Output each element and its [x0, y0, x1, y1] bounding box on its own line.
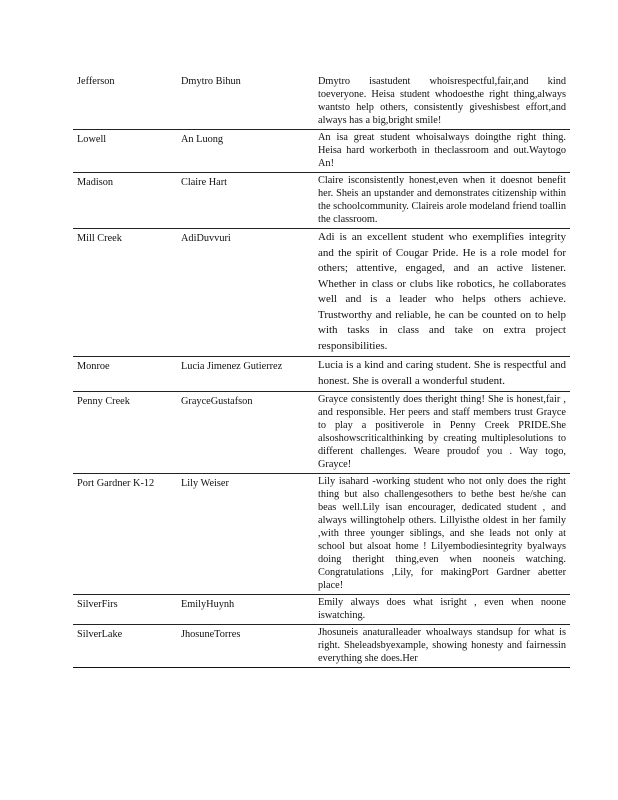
comment-cell: Lily isahard -working student who not only does the right thing but also challengesothers to bethe best he/she can beas well.Lily isan encourager, dedicated student , and always willingtohelp others. Lillyisthe oldest in her family ,with three younger siblings, and she leads not only at school but alsoat home ! Lilyembodiesintegrity byalways doing theright thing,even when nooneis watching. Congratulations ,Lily, for makingPort Gardner abetter place! — [314, 474, 570, 595]
school-cell: SilverLake — [73, 625, 177, 668]
student-cell: GrayceGustafson — [177, 392, 314, 474]
school-cell: Port Gardner K-12 — [73, 474, 177, 595]
student-cell: Lily Weiser — [177, 474, 314, 595]
school-cell: Penny Creek — [73, 392, 177, 474]
student-cell: Claire Hart — [177, 173, 314, 229]
student-cell: Lucia Jimenez Gutierrez — [177, 357, 314, 392]
comment-cell: Grayce consistently does theright thing! She is honest,fair , and responsible. Her peers and staff members trust Grayce to play a positiverole in Penny Creek PRIDE.She alsoshowscriticalthinking by creating multiplesolutions to different challenges. Weare proudof you . Way togo, Grayce! — [314, 392, 570, 474]
school-cell: Monroe — [73, 357, 177, 392]
student-cell: EmilyHuynh — [177, 595, 314, 625]
comment-cell: Dmytro isastudent whoisrespectful,fair,and kind toeveryone. Heisa student whodoesthe right thing,always wantsto help others, consistently giveshisbest effort,and always has a big,bright smile! — [314, 72, 570, 130]
student-cell: Dmytro Bihun — [177, 72, 314, 130]
comment-cell: Jhosuneis anaturalleader whoalways standsup for what is right. Sheleadsbyexample, showing honesty and fairnessin everything she does.Her — [314, 625, 570, 668]
school-cell: Jefferson — [73, 72, 177, 130]
table-row — [73, 474, 570, 595]
table-row — [73, 625, 570, 668]
school-cell: SilverFirs — [73, 595, 177, 625]
school-cell: Lowell — [73, 130, 177, 173]
student-cell: AdiDuvvuri — [177, 229, 314, 357]
comment-cell: Emily always does what isright , even when noone iswatching. — [314, 595, 570, 625]
student-cell: JhosuneTorres — [177, 625, 314, 668]
table-row — [73, 229, 570, 357]
table-row — [73, 357, 570, 392]
school-cell: Madison — [73, 173, 177, 229]
comment-cell: An isa great student whoisalways doingthe right thing. Heisa hard workerboth in theclassroom and out.Waytogo An! — [314, 130, 570, 173]
student-cell: An Luong — [177, 130, 314, 173]
table-row — [73, 130, 570, 173]
table-row — [73, 392, 570, 474]
table-row — [73, 72, 570, 130]
comment-cell: Adi is an excellent student who exemplifies integrity and the spirit of Cougar Pride. He is a role model for others; attentive, engaged, and an active listener. Whether in class or clubs like robotics, he collaborates well and is a leader who helps others achieve. Trustworthy and reliable, he can be counted on to help with tasks in class and take on extra project responsibilities. — [314, 229, 570, 357]
comment-cell: Lucia is a kind and caring student. She is respectful and honest. She is overall a wonderful student. — [314, 357, 570, 392]
table-row — [73, 173, 570, 229]
table-row — [73, 595, 570, 625]
school-cell: Mill Creek — [73, 229, 177, 357]
comment-cell: Claire isconsistently honest,even when it doesnot benefit her. Sheis an upstander and demonstrates citizenship within the schoolcommunity. Claireis arole modeland friend toallin the classroom. — [314, 173, 570, 229]
student-recognition-table — [73, 72, 570, 668]
